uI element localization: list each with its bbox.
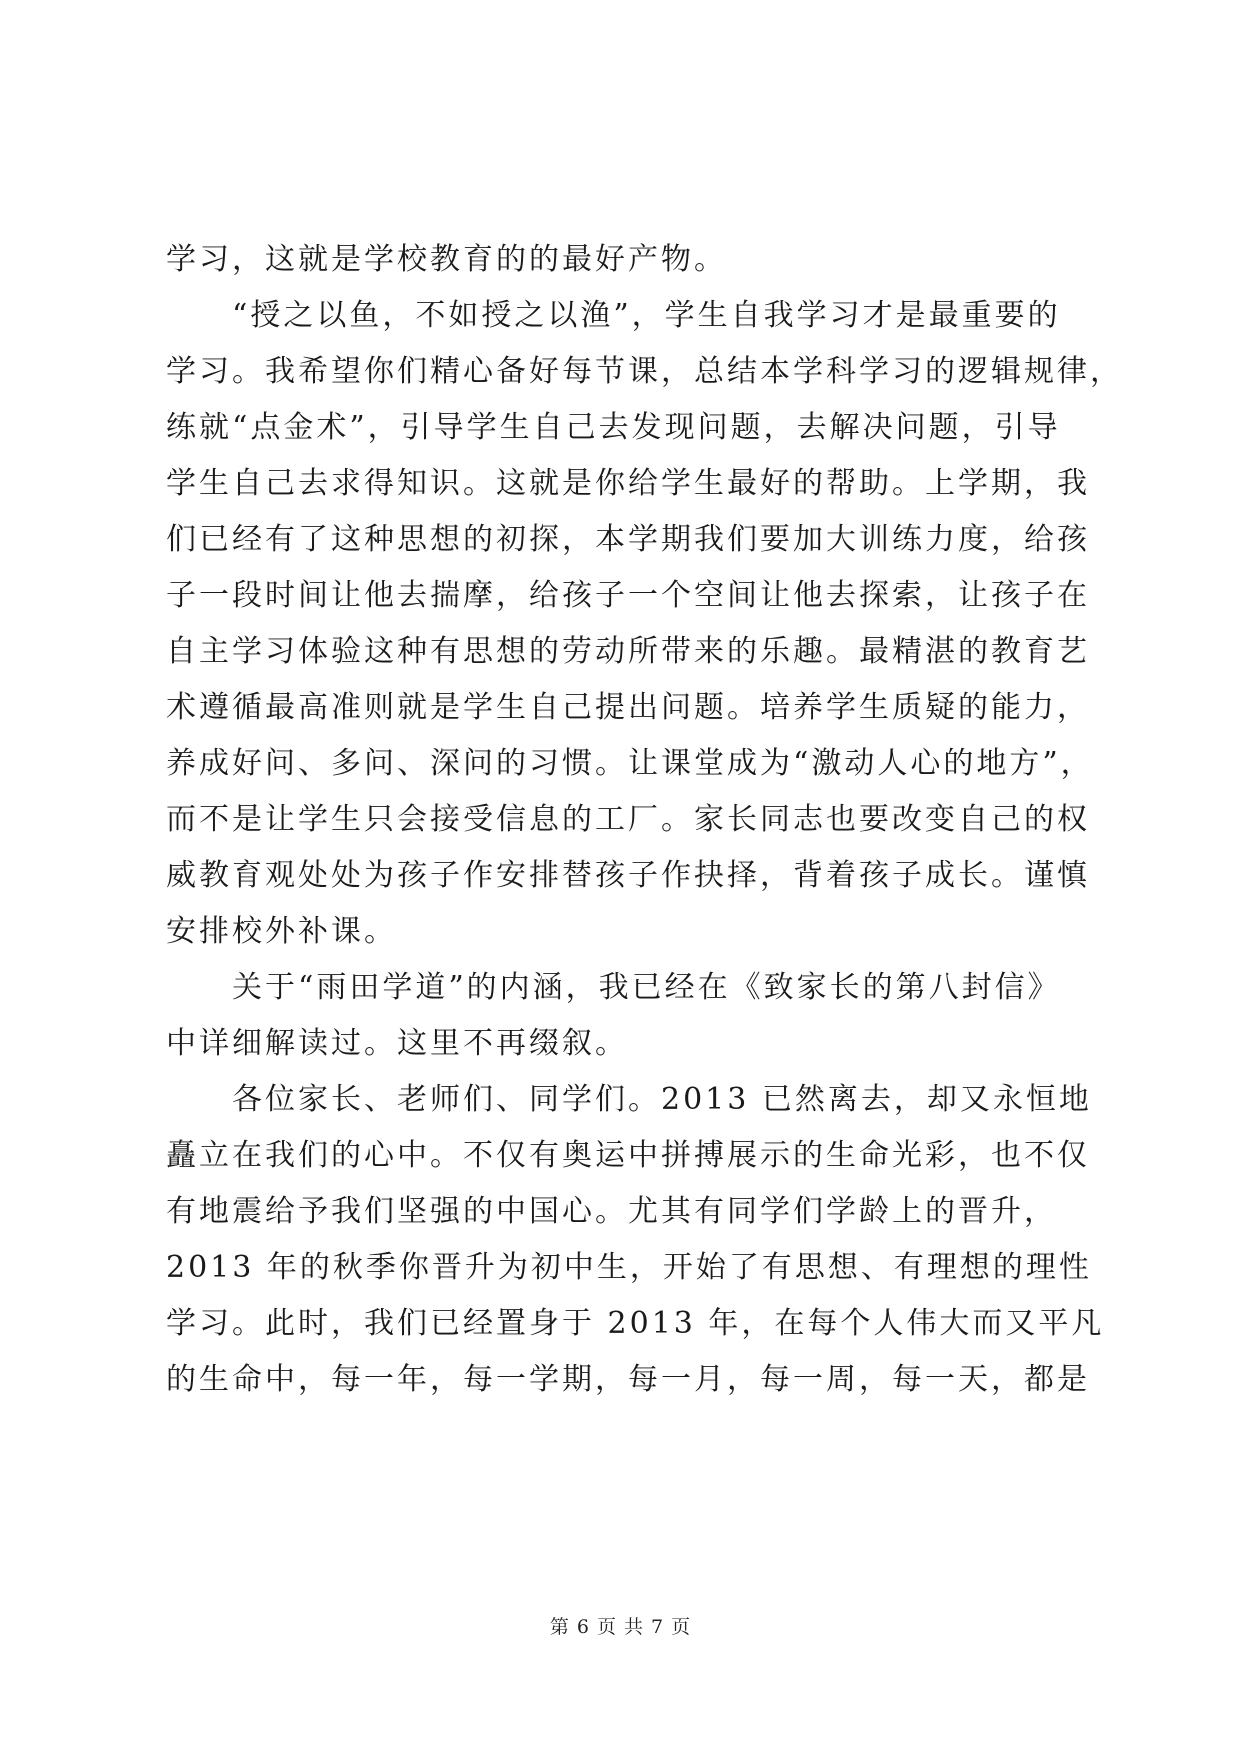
text-line: 的生命中，每一年，每一学期，每一月，每一周，每一天，都是 xyxy=(166,1362,1090,1397)
text-line: 学生自己去求得知识。这就是你给学生最好的帮助。上学期，我 xyxy=(166,466,1090,501)
text-line: 学习。我希望你们精心备好每节课，总结本学科学习的逻辑规律， xyxy=(166,354,1123,389)
text-line: 矗立在我们的心中。不仅有奥运中拼搏展示的生命光彩，也不仅 xyxy=(166,1138,1090,1173)
text-line: 练就“点金术”，引导学生自己去发现问题，去解决问题，引导 xyxy=(166,410,1061,445)
text-line: 术遵循最高准则就是学生自己提出问题。培养学生质疑的能力， xyxy=(166,690,1090,725)
text-line: 安排校外补课。 xyxy=(166,914,397,949)
text-line: 而不是让学生只会接受信息的工厂。家长同志也要改变自己的权 xyxy=(166,802,1090,837)
text-line: 中详细解读过。这里不再缀叙。 xyxy=(166,1026,628,1061)
document-body xyxy=(166,232,1123,1408)
text-line: 自主学习体验这种有思想的劳动所带来的乐趣。最精湛的教育艺 xyxy=(166,634,1090,669)
text-line: 2013 年的秋季你晋升为初中生，开始了有思想、有理想的理性 xyxy=(166,1250,1092,1285)
text-line: 有地震给予我们坚强的中国心。尤其有同学们学龄上的晋升， xyxy=(166,1194,1057,1229)
text-line: 各位家长、老师们、同学们。2013 已然离去，却又永恒地 xyxy=(166,1082,1092,1117)
text-line: 威教育观处处为孩子作安排替孩子作抉择，背着孩子成长。谨慎 xyxy=(166,858,1090,893)
text-line: 养成好问、多问、深问的习惯。让课堂成为“激动人心的地方”， xyxy=(166,746,1094,781)
text-line: 学习。此时，我们已经置身于 2013 年，在每个人伟大而又平凡 xyxy=(166,1306,1105,1341)
text-line: 关于“雨田学道”的内涵，我已经在《致家长的第八封信》 xyxy=(166,970,1061,1005)
page-footer: 第 6 页 共 7 页 xyxy=(549,1616,692,1638)
text-line: 学习，这就是学校教育的的最好产物。 xyxy=(166,242,727,277)
text-line: 们已经有了这种思想的初探，本学期我们要加大训练力度，给孩 xyxy=(166,522,1090,557)
text-line: “授之以鱼，不如授之以渔”，学生自我学习才是最重要的 xyxy=(166,298,1061,333)
text-line: 子一段时间让他去揣摩，给孩子一个空间让他去探索，让孩子在 xyxy=(166,578,1090,613)
